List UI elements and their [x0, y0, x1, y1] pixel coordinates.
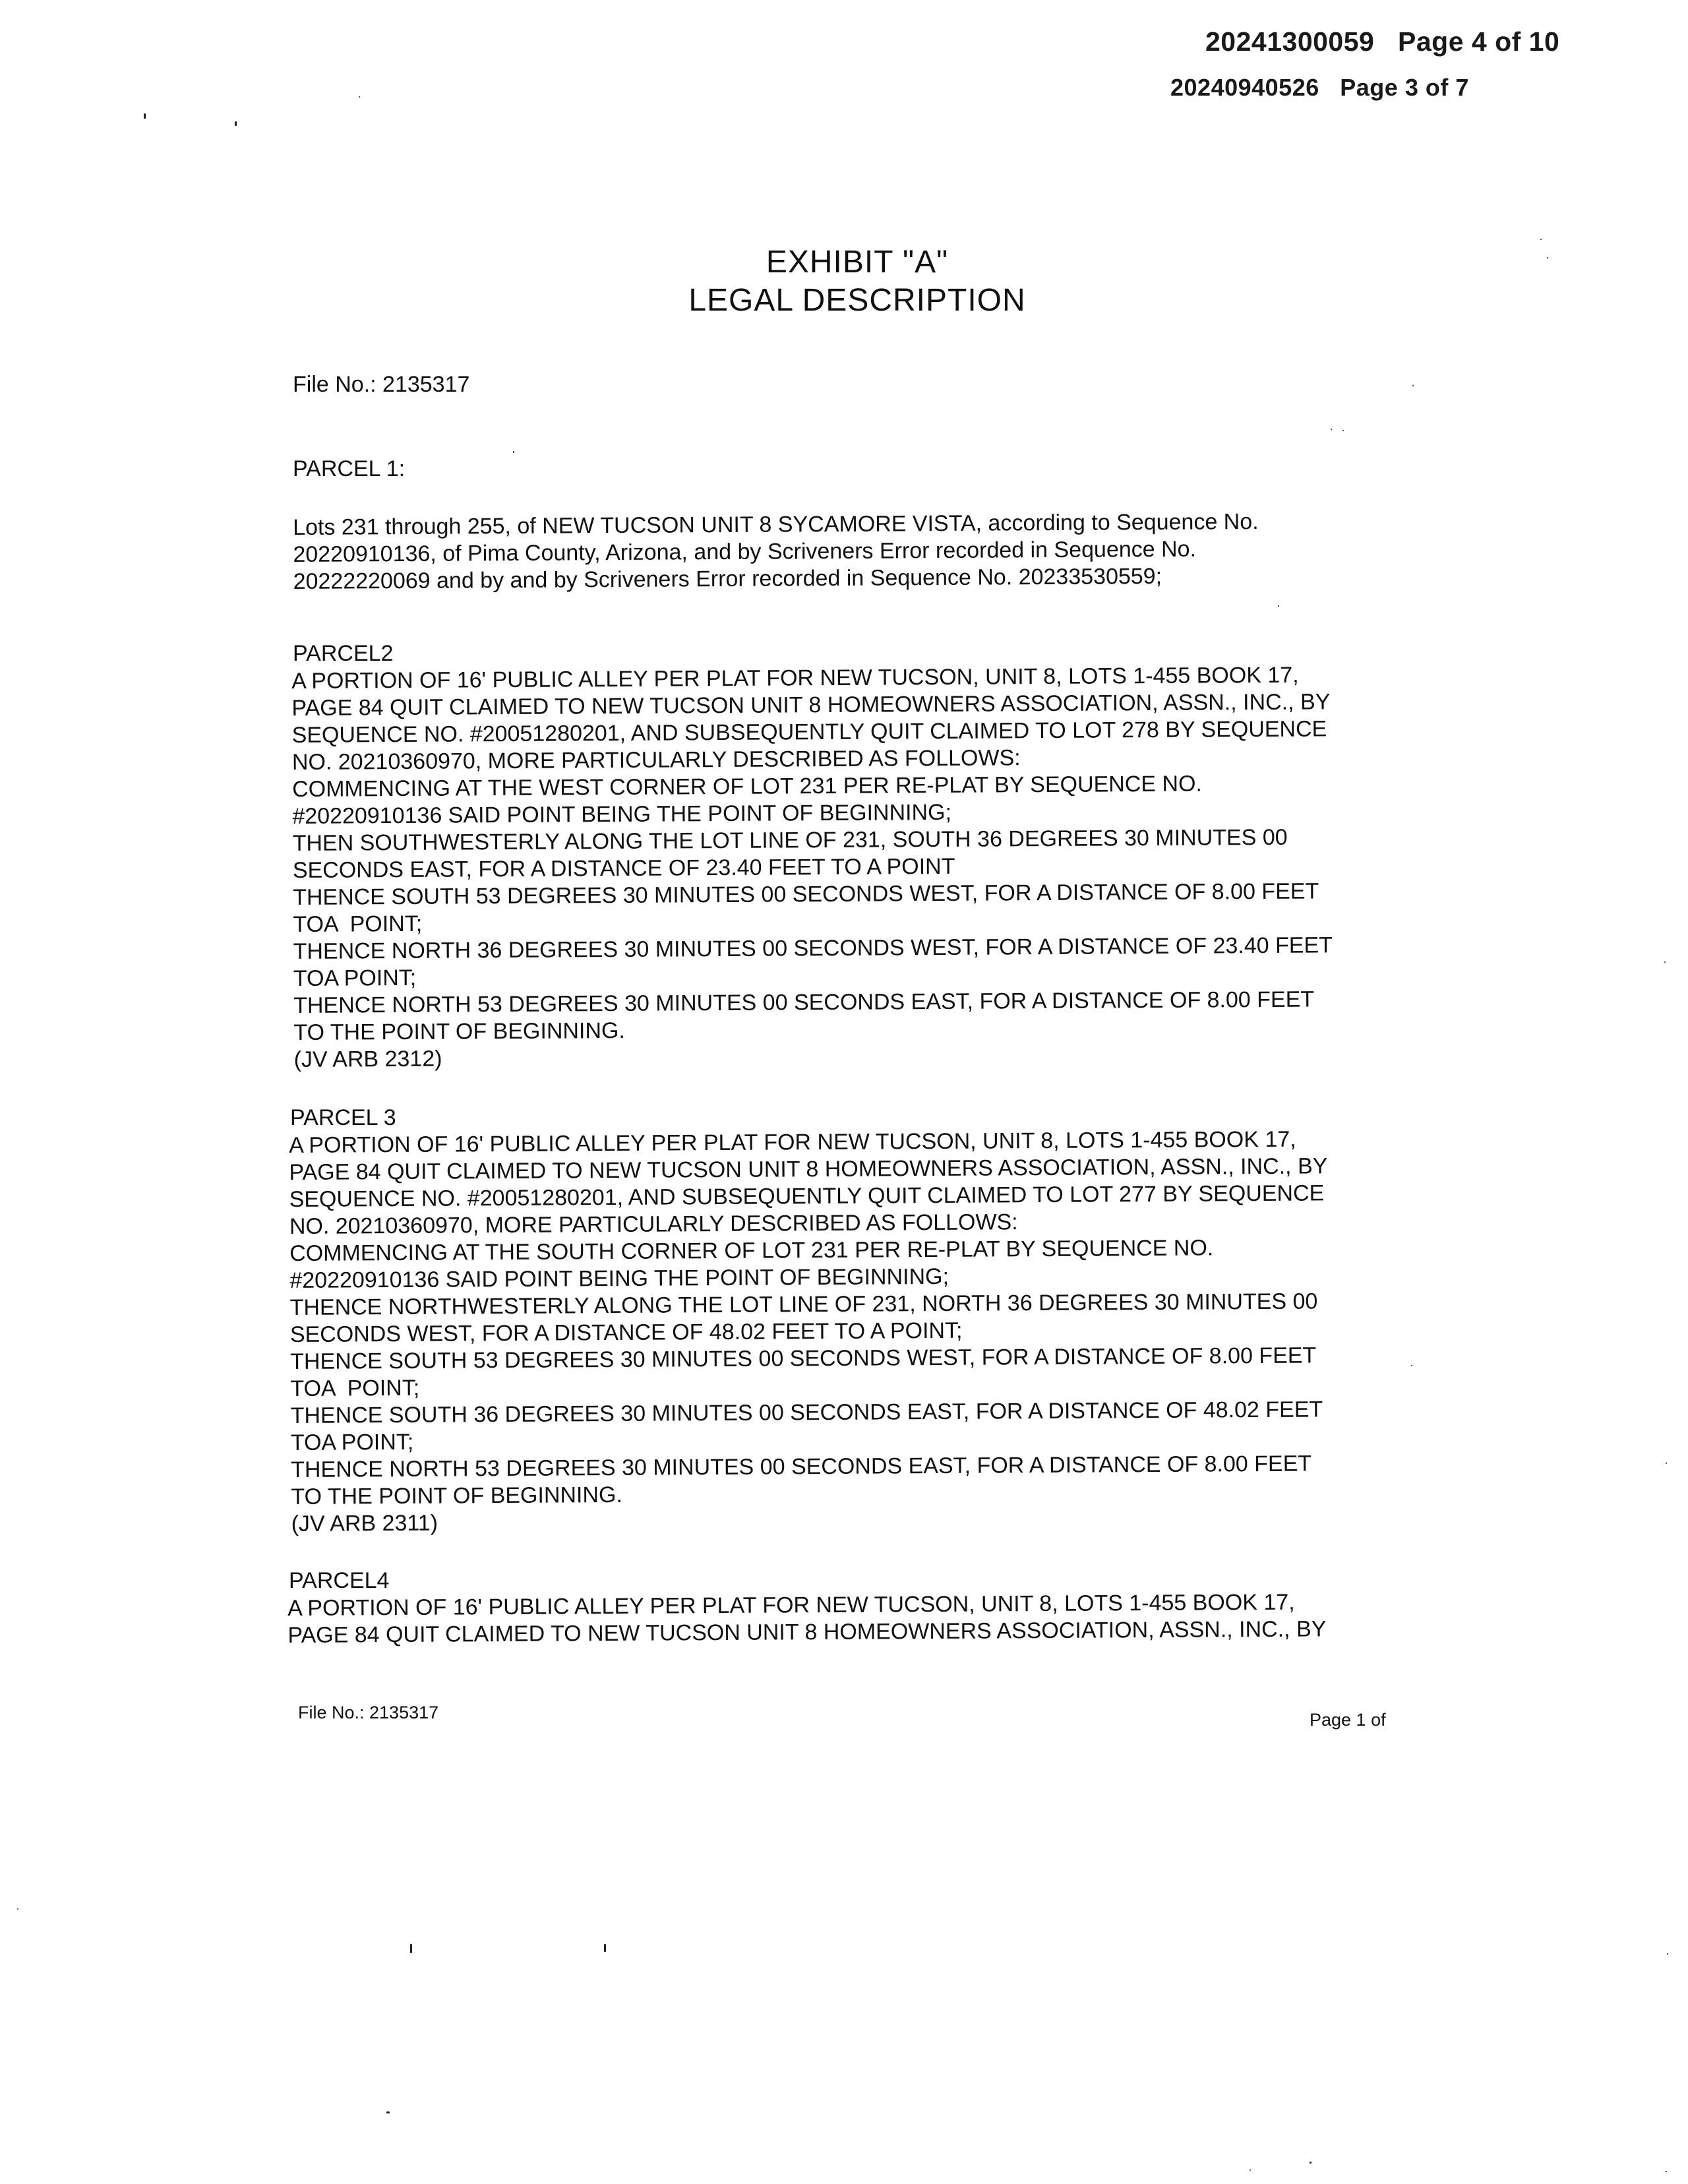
parcel-2-line: TO THE POINT OF BEGINNING.: [293, 1017, 626, 1045]
scan-speck: [1412, 385, 1414, 386]
parcel-2-line: COMMENCING AT THE WEST CORNER OF LOT 231 PER RE-PLAT BY SEQUENCE NO.: [292, 771, 1203, 802]
scan-speck: [1547, 257, 1548, 258]
scan-speck: [1278, 605, 1279, 607]
parcel-3-line: TO THE POINT OF BEGINNING.: [291, 1482, 623, 1509]
parcel-3-description: [289, 1125, 1426, 1537]
parcel-3-heading: PARCEL 3: [290, 1105, 396, 1130]
scan-speck: [359, 96, 360, 98]
recording-stamp-secondary: [1170, 74, 1469, 102]
parcel-3-line: THENCE NORTHWESTERLY ALONG THE LOT LINE OF 231, NORTH 36 DEGREES 30 MINUTES 00: [289, 1289, 1318, 1320]
recording-stamp-primary: [1205, 26, 1559, 57]
parcel-3-line: SECONDS WEST, FOR A DISTANCE OF 48.02 FEET TO A POINT;: [289, 1318, 963, 1347]
parcel-2-line: TOA POINT;: [293, 965, 417, 991]
footer-file-number: File No.: 2135317: [298, 1703, 439, 1722]
parcel-3-line: TOA POINT;: [290, 1429, 414, 1455]
scan-speck: [410, 1944, 412, 1953]
scan-speck: [1540, 239, 1542, 240]
scan-speck: [1250, 2169, 1251, 2171]
scan-speck: [604, 1944, 606, 1952]
exhibit-title: EXHIBIT "A": [766, 245, 949, 280]
parcel-3-line: TOA POINT;: [290, 1375, 420, 1401]
parcel-2-line: SEQUENCE NO. #20051280201, AND SUBSEQUENTLY QUIT CLAIMED TO LOT 278 BY SEQUENCE: [291, 716, 1327, 748]
scan-speck: [235, 121, 237, 126]
parcel-1-line: 20220910136, of Pima County, Arizona, and by Scriveners Error recorded in Sequence No.: [293, 536, 1197, 567]
parcel-1-line: 20222220069 and by and by Scriveners Error recorded in Sequence No. 20233530559;: [293, 563, 1162, 594]
scan-speck: [1664, 961, 1666, 963]
parcel-1-line: Lots 231 through 255, of NEW TUCSON UNIT 8 SYCAMORE VISTA, according to Sequence No.: [293, 509, 1259, 540]
scan-speck: [1310, 2162, 1311, 2164]
parcel-2-line: TOA POINT;: [293, 911, 423, 937]
parcel-2-heading: PARCEL2: [293, 641, 394, 666]
scan-speck: [386, 2111, 390, 2113]
footer-page-number: Page 1 of: [1310, 1710, 1386, 1730]
recording-number-primary: 20241300059: [1205, 26, 1375, 57]
parcel-3-line: NO. 20210360970, MORE PARTICULARLY DESCRIBED AS FOLLOWS:: [289, 1209, 1018, 1239]
parcel-3-line: PAGE 84 QUIT CLAIMED TO NEW TUCSON UNIT 8 HOMEOWNERS ASSOCIATION, ASSN., INC., BY: [289, 1153, 1328, 1185]
scan-speck: [1411, 1365, 1412, 1366]
legal-description-title: LEGAL DESCRIPTION: [688, 283, 1026, 318]
scan-speck: [513, 451, 514, 453]
recording-page-primary: Page 4 of 10: [1398, 26, 1560, 57]
parcel-2-line: (JV ARB 2312): [293, 1046, 442, 1072]
parcel-2-line: THENCE SOUTH 53 DEGREES 30 MINUTES 00 SECONDS WEST, FOR A DISTANCE OF 8.00 FEET: [293, 878, 1319, 910]
recording-number-secondary: 20240940526: [1170, 74, 1319, 101]
scan-speck: [1331, 429, 1332, 430]
parcel-3-line: (JV ARB 2311): [291, 1510, 438, 1536]
scan-speck: [1342, 430, 1344, 431]
parcel-3-line: #20220910136 SAID POINT BEING THE POINT OF BEGINNING;: [289, 1263, 950, 1293]
recording-page-secondary: Page 3 of 7: [1340, 74, 1469, 101]
parcel-4-description: [287, 1588, 1422, 1649]
file-number: File No.: 2135317: [293, 372, 470, 397]
parcel-3-line: THENCE SOUTH 36 DEGREES 30 MINUTES 00 SECONDS EAST, FOR A DISTANCE OF 48.02 FEET: [290, 1397, 1323, 1428]
parcel-3-line: THENCE SOUTH 53 DEGREES 30 MINUTES 00 SECONDS WEST, FOR A DISTANCE OF 8.00 FEET: [290, 1343, 1317, 1374]
parcel-1-heading: PARCEL 1:: [293, 456, 406, 481]
scan-speck: [144, 113, 146, 119]
parcel-3-line: THENCE NORTH 53 DEGREES 30 MINUTES 00 SECONDS EAST, FOR A DISTANCE OF 8.00 FEET: [291, 1451, 1312, 1482]
scan-speck: [17, 1908, 18, 1910]
parcel-3-line: A PORTION OF 16' PUBLIC ALLEY PER PLAT FOR NEW TUCSON, UNIT 8, LOTS 1-455 BOOK 17,: [289, 1126, 1296, 1158]
parcel-2-line: THEN SOUTHWESTERLY ALONG THE LOT LINE OF 231, SOUTH 36 DEGREES 30 MINUTES 00: [292, 824, 1288, 856]
parcel-3-line: SEQUENCE NO. #20051280201, AND SUBSEQUENTLY QUIT CLAIMED TO LOT 277 BY SEQUENCE: [289, 1180, 1325, 1212]
parcel-2-line: THENCE NORTH 53 DEGREES 30 MINUTES 00 SECONDS EAST, FOR A DISTANCE OF 8.00 FEET: [293, 986, 1315, 1018]
parcel-3-line: COMMENCING AT THE SOUTH CORNER OF LOT 231 PER RE-PLAT BY SEQUENCE NO.: [289, 1235, 1214, 1266]
parcel-4-line: PAGE 84 QUIT CLAIMED TO NEW TUCSON UNIT 8 HOMEOWNERS ASSOCIATION, ASSN., INC., BY: [287, 1616, 1327, 1648]
parcel-2-line: THENCE NORTH 36 DEGREES 30 MINUTES 00 SECONDS WEST, FOR A DISTANCE OF 23.40 FEET: [293, 932, 1333, 964]
parcel-2-line: #20220910136 SAID POINT BEING THE POINT OF BEGINNING;: [292, 799, 952, 829]
scan-speck: [1666, 1463, 1667, 1464]
parcel-4-heading: PARCEL4: [289, 1568, 390, 1593]
scan-speck: [1667, 1953, 1668, 1955]
parcel-1-description: [293, 507, 1428, 595]
parcel-2-line: SECONDS EAST, FOR A DISTANCE OF 23.40 FEET TO A POINT: [292, 853, 955, 883]
parcel-2-description: [291, 661, 1428, 1073]
parcel-2-line: A PORTION OF 16' PUBLIC ALLEY PER PLAT FOR NEW TUCSON, UNIT 8, LOTS 1-455 BOOK 17,: [291, 662, 1299, 694]
parcel-2-line: PAGE 84 QUIT CLAIMED TO NEW TUCSON UNIT 8 HOMEOWNERS ASSOCIATION, ASSN., INC., BY: [291, 689, 1331, 721]
scan-speck: [1666, 2171, 1667, 2172]
parcel-2-line: NO. 20210360970, MORE PARTICULARLY DESCRIBED AS FOLLOWS:: [291, 745, 1021, 775]
parcel-4-line: A PORTION OF 16' PUBLIC ALLEY PER PLAT FOR NEW TUCSON, UNIT 8, LOTS 1-455 BOOK 17,: [287, 1589, 1295, 1621]
